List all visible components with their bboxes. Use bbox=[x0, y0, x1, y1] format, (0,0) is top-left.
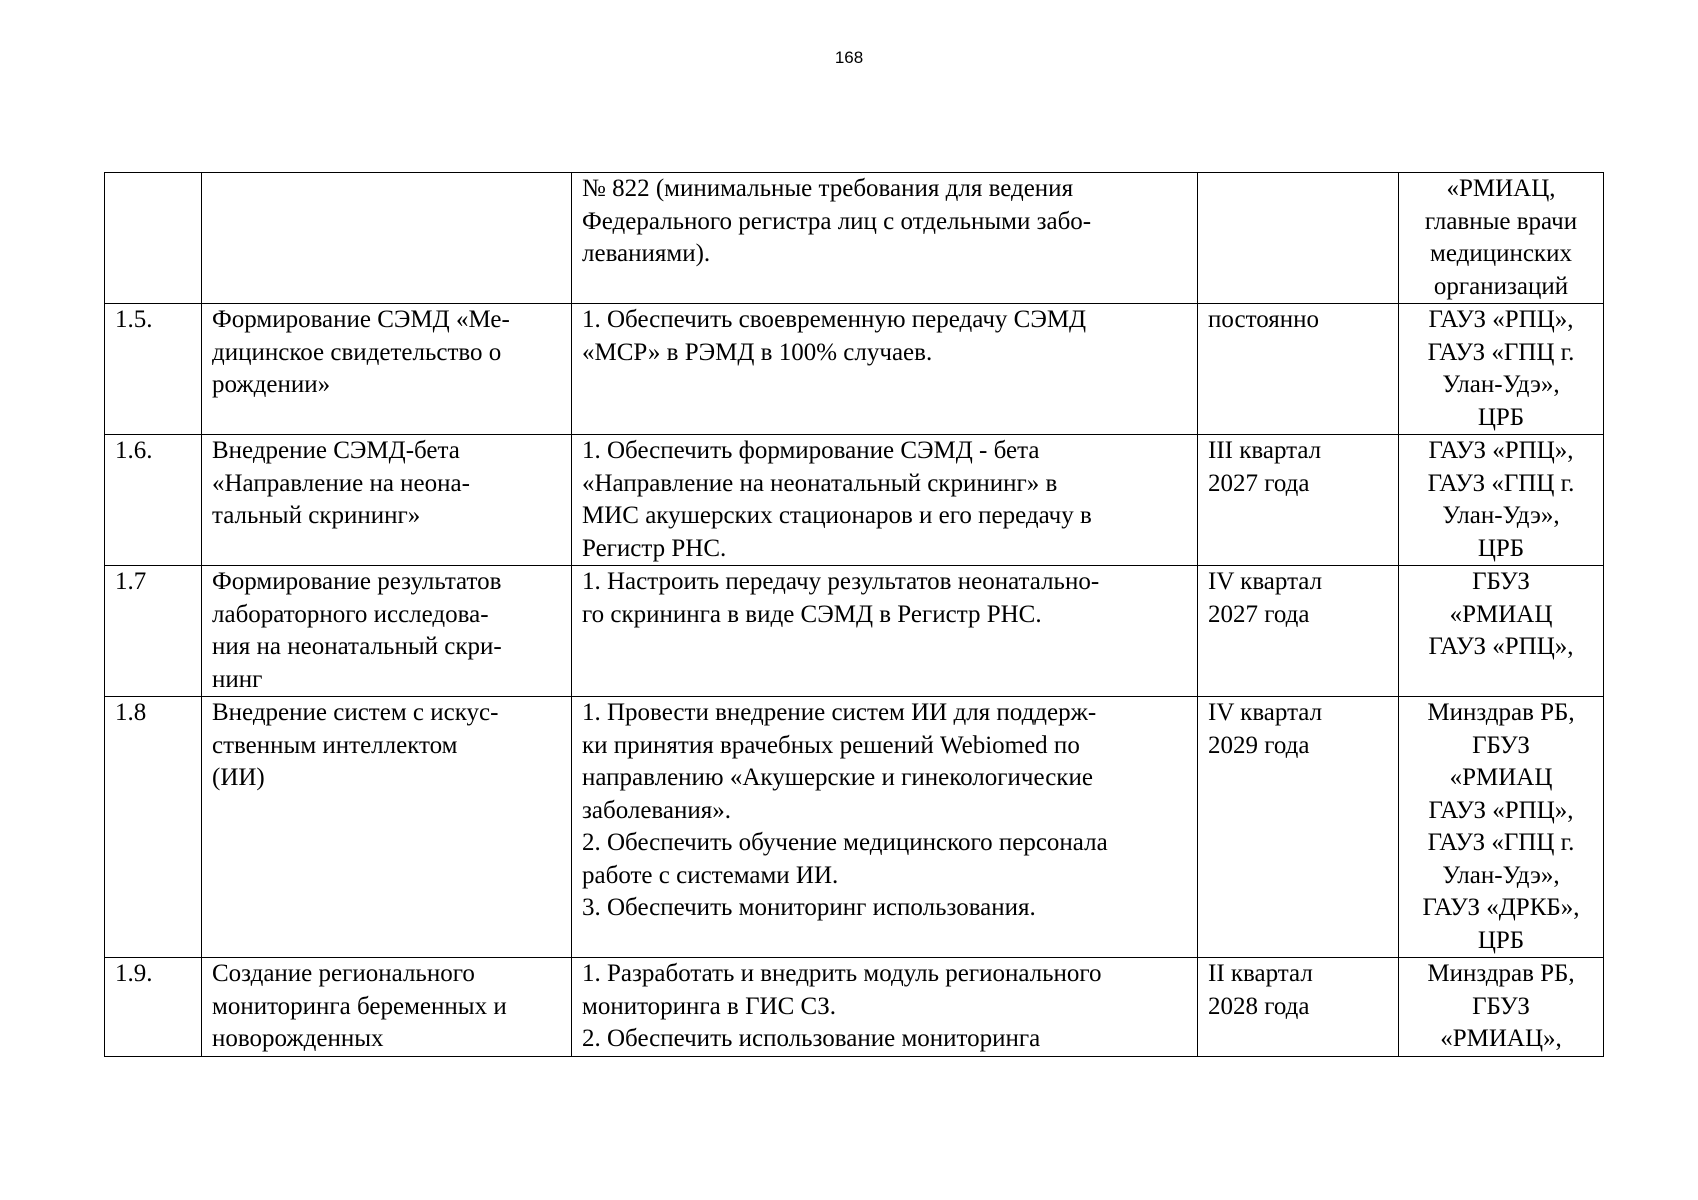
cell-text-line: ГБУЗ bbox=[1472, 568, 1530, 595]
cell-activity-name bbox=[202, 566, 572, 697]
cell-text-line: Формирование результатов bbox=[212, 568, 502, 595]
cell-text-line: ГАУЗ «РПЦ», bbox=[1428, 437, 1574, 464]
cell-text-line: ГАУЗ «ГПЦ г. bbox=[1427, 829, 1575, 856]
cell-text-line: ГАУЗ «РПЦ», bbox=[1428, 633, 1574, 660]
cell-text-line: «Направление на неона- bbox=[212, 469, 470, 497]
cell-item-number bbox=[105, 173, 202, 304]
cell-text-line: IV квартал bbox=[1208, 568, 1323, 595]
cell-text-line: Федерального регистра лиц с отдельными забо- bbox=[582, 207, 1092, 235]
table-row bbox=[105, 173, 1604, 304]
cell-text-line: мониторинга беременных и bbox=[212, 992, 507, 1020]
cell-text-line: IV квартал bbox=[1208, 699, 1323, 726]
cell-text-line: ственным интеллектом bbox=[212, 731, 458, 759]
cell-text-line: «РМИАЦ», bbox=[1440, 1025, 1562, 1052]
cell-text-line: «Направление на неонатальный скрининг» в bbox=[582, 469, 1058, 497]
cell-text-line: 1.5. bbox=[115, 306, 153, 333]
cell-text-line: заболевания». bbox=[582, 796, 732, 824]
cell-text-line: ГАУЗ «ГПЦ г. bbox=[1427, 338, 1575, 366]
cell-responsible bbox=[1399, 697, 1604, 958]
cell-deadline bbox=[1198, 697, 1399, 958]
cell-text-line: рождении» bbox=[212, 371, 331, 398]
cell-activity-name bbox=[202, 697, 572, 958]
cell-text-line: ГАУЗ «ГПЦ г. bbox=[1427, 469, 1575, 497]
cell-text-line: ГАУЗ «РПЦ», bbox=[1428, 796, 1574, 824]
cell-text-line: «РМИАЦ bbox=[1449, 600, 1553, 628]
cell-text-line: нинг bbox=[212, 665, 263, 693]
cell-text-line: Улан-Удэ», bbox=[1442, 371, 1560, 398]
cell-responsible bbox=[1399, 435, 1604, 566]
cell-text-line: МИС акушерских стационаров и его передачу в bbox=[582, 502, 1092, 529]
cell-text-line: 1. Провести внедрение систем ИИ для поддерж- bbox=[582, 699, 1097, 726]
cell-responsible bbox=[1399, 958, 1604, 1057]
cell-text-line: 1. Обеспечить своевременную передачу СЭМД bbox=[582, 306, 1087, 333]
cell-text-line: работе с системами ИИ. bbox=[582, 861, 839, 889]
cell-text-line: ЦРБ bbox=[1477, 403, 1525, 431]
cell-text-line: ния на неонатальный скри- bbox=[212, 633, 502, 660]
cell-responsible bbox=[1399, 304, 1604, 435]
cell-text-line: леваниями). bbox=[582, 240, 711, 267]
cell-text-line: 1.9. bbox=[115, 960, 153, 987]
cell-text-line: главные врачи bbox=[1424, 207, 1578, 235]
cell-text-line: № 822 (минимальные требования для ведения bbox=[582, 175, 1074, 202]
cell-deadline bbox=[1198, 173, 1399, 304]
cell-deadline bbox=[1198, 566, 1399, 697]
cell-tasks bbox=[572, 697, 1198, 958]
cell-text-line: Внедрение СЭМД-бета bbox=[212, 437, 460, 464]
cell-text-line: 2029 года bbox=[1208, 731, 1310, 759]
cell-tasks bbox=[572, 304, 1198, 435]
cell-tasks bbox=[572, 173, 1198, 304]
cell-item-number bbox=[105, 435, 202, 566]
cell-text-line: 3. Обеспечить мониторинг использования. bbox=[582, 894, 1036, 921]
cell-item-number bbox=[105, 304, 202, 435]
cell-text-line: Формирование СЭМД «Ме- bbox=[212, 306, 510, 333]
cell-text-line: (ИИ) bbox=[212, 764, 265, 791]
cell-item-number bbox=[105, 697, 202, 958]
cell-text-line: «РМИАЦ bbox=[1449, 764, 1553, 791]
cell-text-line: 2028 года bbox=[1208, 992, 1310, 1020]
cell-text-line: «РМИАЦ, bbox=[1446, 175, 1556, 202]
cell-text-line: 1.8 bbox=[115, 699, 147, 726]
cell-text-line: 1. Настроить передачу результатов неонатально- bbox=[582, 568, 1100, 595]
cell-text-line: Улан-Удэ», bbox=[1442, 502, 1560, 529]
cell-item-number bbox=[105, 566, 202, 697]
cell-text-line: 2. Обеспечить обучение медицинского персонала bbox=[582, 829, 1108, 856]
cell-text-line: Внедрение систем с искус- bbox=[212, 699, 499, 726]
cell-text-line: ГБУЗ bbox=[1472, 992, 1530, 1020]
cell-tasks bbox=[572, 566, 1198, 697]
cell-activity-name bbox=[202, 304, 572, 435]
cell-deadline bbox=[1198, 435, 1399, 566]
cell-text-line: ГАУЗ «РПЦ», bbox=[1428, 306, 1574, 333]
cell-text-line: ГАУЗ «ДРКБ», bbox=[1422, 894, 1580, 921]
table-row bbox=[105, 566, 1604, 697]
cell-text-line: 1.6. bbox=[115, 437, 153, 464]
cell-text-line: Регистр РНС. bbox=[582, 534, 727, 562]
cell-text-line: ЦРБ bbox=[1477, 534, 1525, 562]
cell-item-number bbox=[105, 958, 202, 1057]
cell-text-line: лабораторного исследова- bbox=[212, 600, 489, 628]
cell-text-line: организаций bbox=[1433, 272, 1569, 300]
cell-text-line: Минздрав РБ, bbox=[1427, 960, 1575, 987]
cell-text-line: дицинское свидетельство о bbox=[212, 338, 502, 366]
cell-text-line: «МСР» в РЭМД в 100% случаев. bbox=[582, 338, 933, 366]
cell-text-line: 1. Разработать и внедрить модуль регионального bbox=[582, 960, 1102, 987]
cell-text-line: медицинских bbox=[1430, 240, 1572, 267]
cell-text-line: 1.7 bbox=[115, 568, 147, 595]
cell-text-line: новорожденных bbox=[212, 1025, 384, 1052]
cell-text-line: Улан-Удэ», bbox=[1442, 861, 1560, 889]
cell-activity-name bbox=[202, 958, 572, 1057]
cell-text-line: тальный скрининг» bbox=[212, 502, 421, 529]
cell-activity-name bbox=[202, 173, 572, 304]
cell-text-line: 1. Обеспечить формирование СЭМД - бета bbox=[582, 437, 1040, 464]
cell-deadline bbox=[1198, 304, 1399, 435]
cell-tasks bbox=[572, 435, 1198, 566]
cell-responsible bbox=[1399, 566, 1604, 697]
cell-text-line: 2. Обеспечить использование мониторинга bbox=[582, 1025, 1041, 1052]
cell-text-line: II квартал bbox=[1208, 960, 1313, 987]
cell-tasks bbox=[572, 958, 1198, 1057]
cell-responsible bbox=[1399, 173, 1604, 304]
cell-text-line: Минздрав РБ, bbox=[1427, 699, 1575, 726]
cell-text-line: ки принятия врачебных решений Webiomed по bbox=[582, 731, 1080, 759]
cell-text-line: направлению «Акушерские и гинекологические bbox=[582, 764, 1093, 791]
cell-text-line: мониторинга в ГИС СЗ. bbox=[582, 992, 836, 1020]
cell-text-line: постоянно bbox=[1208, 306, 1319, 333]
page-number: 168 bbox=[834, 48, 864, 67]
cell-text-line: 2027 года bbox=[1208, 600, 1310, 628]
cell-text-line: ЦРБ bbox=[1477, 926, 1525, 954]
action-plan-table bbox=[104, 172, 1604, 1057]
cell-text-line: го скрининга в виде СЭМД в Регистр РНС. bbox=[582, 600, 1042, 628]
table-row bbox=[105, 435, 1604, 566]
table-row bbox=[105, 697, 1604, 958]
table-row bbox=[105, 304, 1604, 435]
cell-text-line: III квартал bbox=[1208, 437, 1322, 464]
table-body bbox=[105, 173, 1604, 1057]
cell-deadline bbox=[1198, 958, 1399, 1057]
cell-text-line: ГБУЗ bbox=[1472, 731, 1530, 759]
cell-text-line: 2027 года bbox=[1208, 469, 1310, 497]
cell-text-line: Создание регионального bbox=[212, 960, 475, 987]
table-row bbox=[105, 958, 1604, 1057]
cell-activity-name bbox=[202, 435, 572, 566]
